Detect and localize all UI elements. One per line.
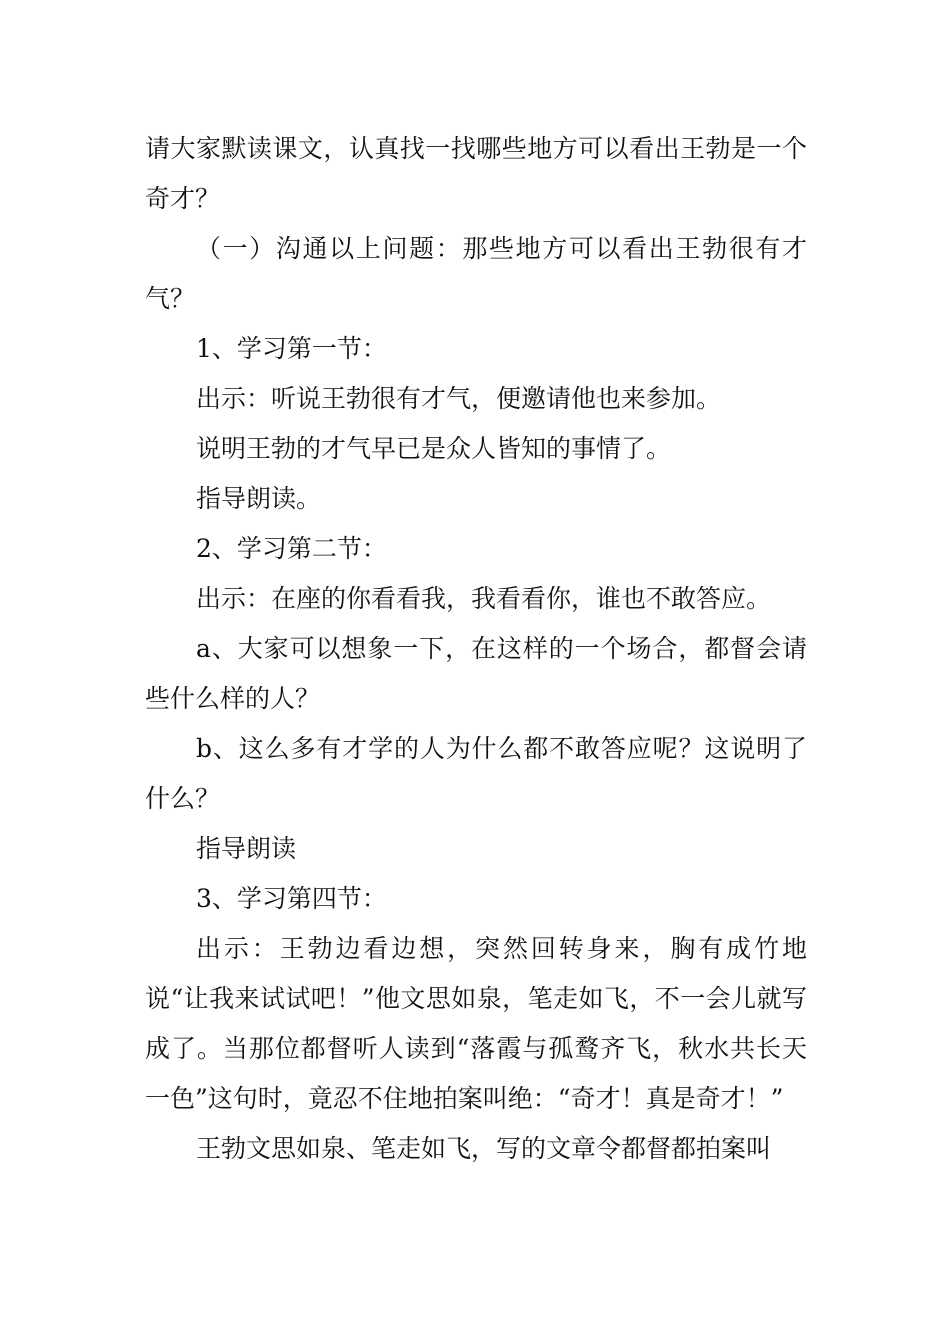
paragraph-show-2: 出示：在座的你看看我，我看看你，谁也不敢答应。 <box>196 584 772 613</box>
paragraph-explain-1: 说明王勃的才气早已是众人皆知的事情了。 <box>196 434 672 463</box>
paragraph-conclusion: 王勃文思如泉、笔走如飞，写的文章令都督都拍案叫 <box>196 1134 772 1163</box>
paragraph-intro-question: 请大家默读课文，认真找一找哪些地方可以看出王勃是一个奇才？ <box>145 134 807 213</box>
paragraph-question-b: b、这么多有才学的人为什么都不敢答应呢？这说明了什么？ <box>145 734 807 813</box>
paragraph-study-section-4: 3、学习第四节： <box>196 884 387 913</box>
paragraph-guide-reading-2: 指导朗读 <box>196 834 297 863</box>
document-body <box>145 124 807 1174</box>
paragraph-guide-reading-1: 指导朗读。 <box>196 484 322 513</box>
paragraph-study-section-1: 1、学习第一节： <box>196 334 387 363</box>
paragraph-show-1: 出示：听说王勃很有才气，便邀请他也来参加。 <box>196 384 722 413</box>
paragraph-study-section-2: 2、学习第二节： <box>196 534 387 563</box>
paragraph-section-one-heading: （一）沟通以上问题：那些地方可以看出王勃很有才气？ <box>145 234 807 313</box>
paragraph-show-3: 出示：王勃边看边想，突然回转身来，胸有成竹地说“让我来试试吧！”他文思如泉，笔走如飞，不一会儿就写成了。当那位都督听人读到“落霞与孤鹜齐飞，秋水共长天一色”这句时，竟忍不住地拍案叫绝：“奇才！真是奇才！” <box>145 934 807 1113</box>
paragraph-question-a: a、大家可以想象一下，在这样的一个场合，都督会请些什么样的人？ <box>145 634 807 713</box>
